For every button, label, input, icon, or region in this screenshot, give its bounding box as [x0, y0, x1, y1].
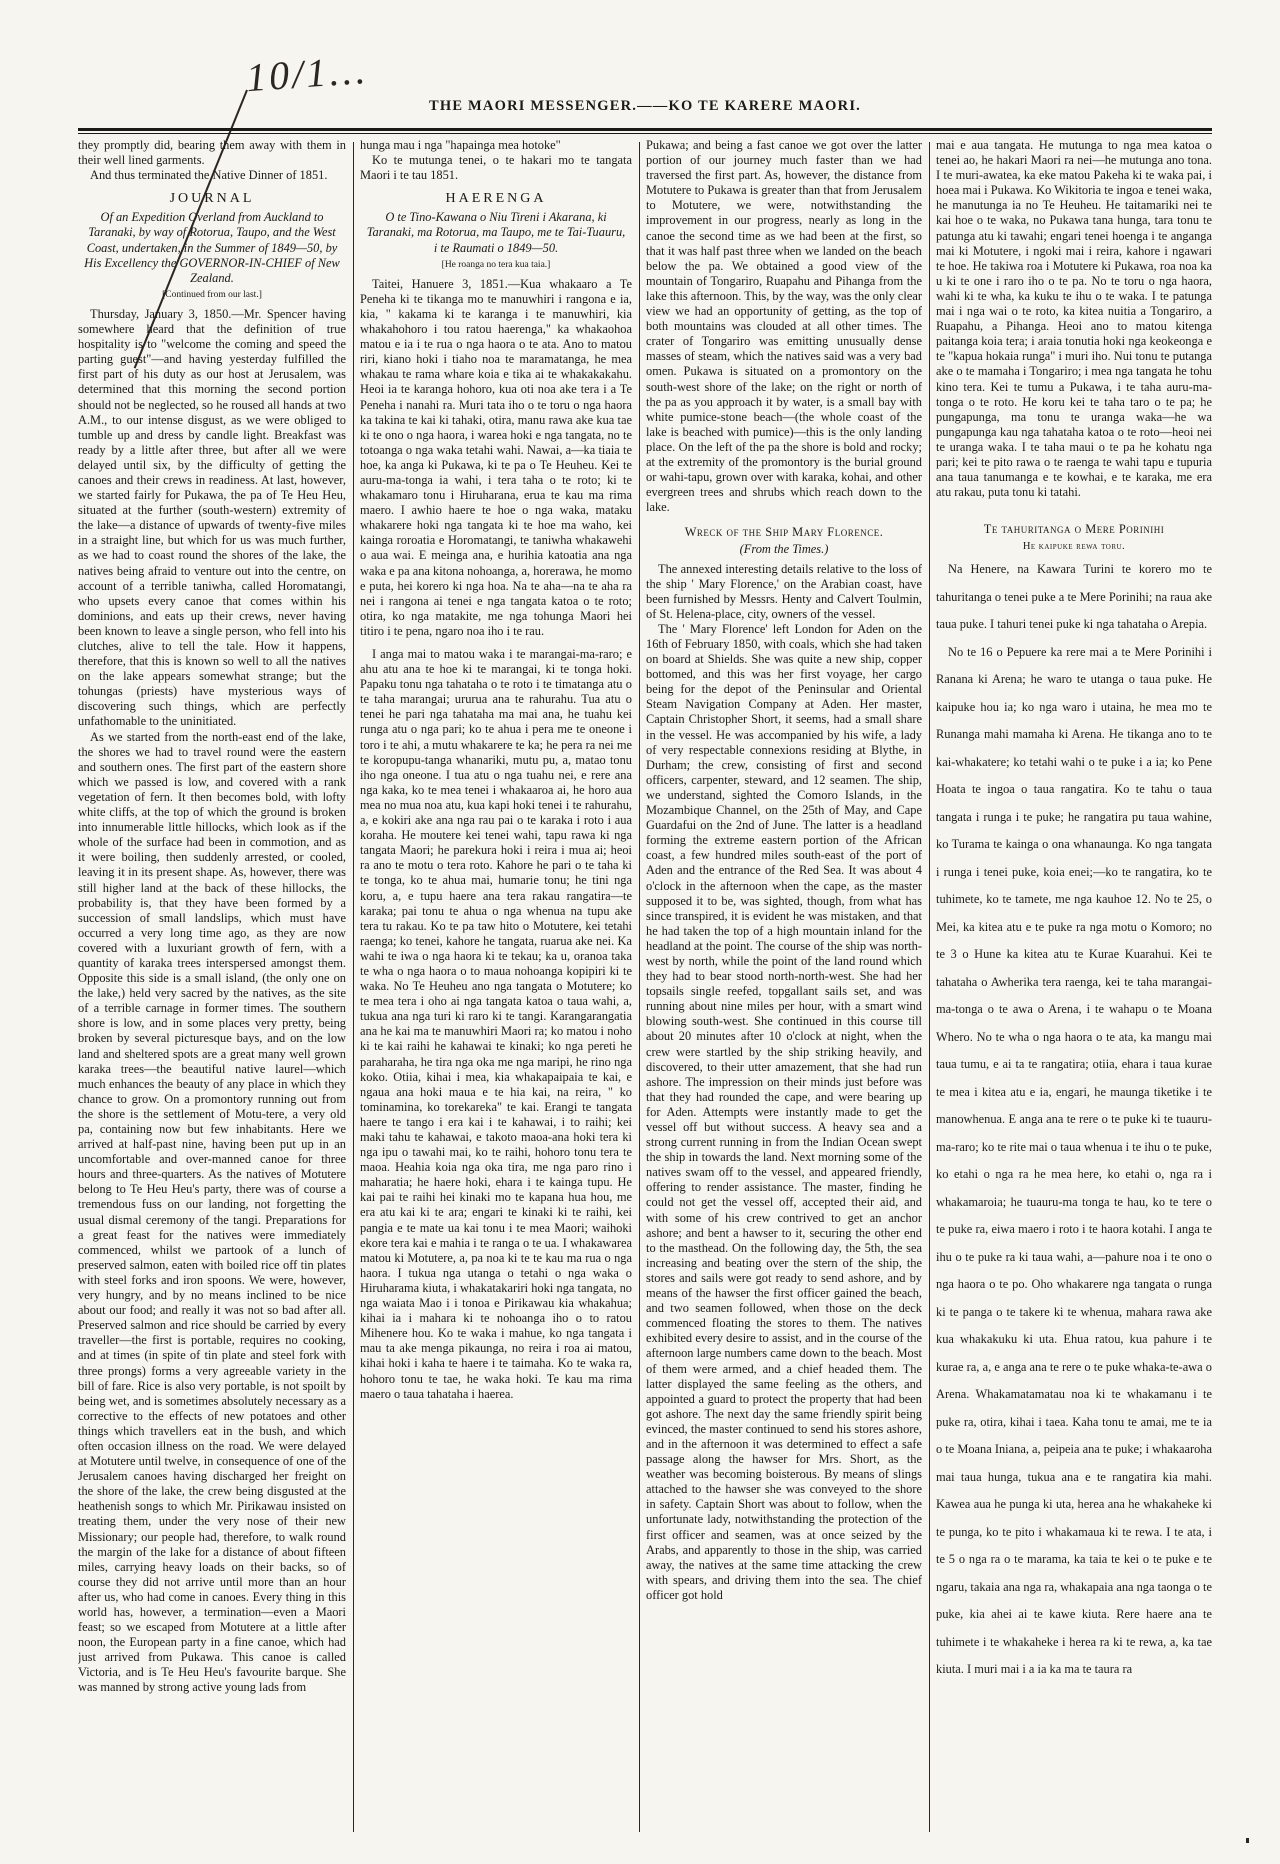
paragraph: The annexed interesting details relative to the loss of the ship ' Mary Florence,' on the Arabian coast, have been furnished by Messrs. Henty and Calvert Toulmin, of St. Helena-place, city, owners of the vessel.	[646, 561, 922, 621]
article-heading: JOURNAL	[169, 191, 255, 207]
masthead-rule-thin	[78, 133, 1212, 134]
continued-note: [Continued from our last.]	[162, 289, 262, 300]
article-subheading: O te Tino-Kawana o Niu Tireni i Akarana, ki Taranaki, ma Rotorua, ma Taupo, me te Tai-Tuauru, i te Raumati o 1849—50.	[366, 210, 626, 255]
paragraph: Pukawa; and being a fast canoe we got over the latter portion of our journey much faster than we had traversed the first part. As, however, the distance from Motutere to Pukawa is greater than that from Jerusalem to Motutere, we were, notwithstanding the improvement in our progress, nearly as long in the canoe the second time as we had been at the first, so that it was half past three when we landed on the beach below the pa. We obtained a good view of the mountain of Tongariro, Ruapahu and Pihanga from the lake this afternoon. This, by the way, was the only clear view we had an opportunity of getting, as the top of both mountains was clouded at all other times. The crater of Tongariro was emitting unusually dense masses of steam, which the natives said was a very bad omen. Pukawa is situated on a promontory on the south-west shore of the lake; on the right or north of the pa as you approach it by water, is a small bay with white pumice-stone beach—(the whole coast of the lake is beached with pumice)—this is the only landing place. On the left of the pa the shore is bold and rocky; at the extremity of the promontory is the burial ground or wahi-tapu, grown over with karaka, kohai, and other evergreen trees and shrubs which reach down to the lake.	[646, 138, 922, 515]
paragraph: mai e aua tangata. He mutunga to nga mea katoa o tenei ao, he hakari Maori ra nei—he mutunga ano tona. I te muri-awatea, ka eke matou Pakeha ki te waka pai, i hoea mai i Pukawa. Ko Wikitoria te ingoa e tenei waka, he manutunga ia no Te Heuheu. He taitamariki nei te kai hoe o te waka, no Pukawa tana hunga, tara tonu te patunga atu ki tawahi; engari tenei hoenga i te anganga mai ki Motutere, i ngoki mai i reira, kahore i ngawari te hoe. He takiwa roa i Motutere ki Pukawa, roa noa ka u ki te one i raro iho o te pa. No te toru o nga haora, wahi ki te wha, ka kuku te ihu o te waka. I te patunga mai i nga wai o te roto, ka kitea nuitia a Tongariro, a Ruapahu, a Pihanga. Heoi ano to matou kitenga paitanga koia tera; i araia tonutia hoki nga keokeonga e te "kapua hokaia runga" i muri iho. Nui tonu te putanga ake o te mamaha i Tongariro; i mea nga tangata he tohu kino tera. Kei te tumu a Pukawa, i te taha auru-ma-tonga o te roto. He koru kei te taha taro o te pa; he pungapunga, ma tonu te uranga waka—he wa pungapunga kau nga tahataha katoa o te roto—heoi nei te uranga waka. I te taha maui o te pa he kohatu nga pari; kei te pito rawa o te raenga te wahi tapu e tupuria ana taua tanumanga e te kowhai, e te karaka, me era atu rakau, puta tonu ki tatahi.	[936, 138, 1212, 500]
masthead-rule-thick	[78, 128, 1212, 131]
print-mark	[1246, 1838, 1249, 1843]
paragraph: they promptly did, bearing them away with them in their well lined garments.	[78, 138, 346, 168]
handwritten-annotation: 10/1...	[244, 46, 370, 101]
paragraph: No te 16 o Pepuere ka rere mai a te Mere Porinihi i Ranana ki Arena; he waro te utanga o taua puke. He kaipuke hou ia; ko nga waro i utaina, he mea mo te Runanga mahi mamaha ki Arena. He tikanga ano to te kai-whakatere; ko tetahi wahi o te puke i a ia; ko Pene Hoata te ingoa o taua rangatira. Ko te tahu o taua tangata i runga i te puke; he rangatira pu taua wahine, ko Turama te kainga o ona whanaunga. Ko nga tangata i runga i tenei puke, koia enei;—ko te rangatira, ko te tuhimete, ko te tamete, me nga kauhoe 12. No te 25, o Mei, ka kitea atu e te puke ra nga motu o Komoro; no te 3 o Hune ka kitea atu te Kurae Kuarahui. Kei te tahataha o Awherika tera raenga, kei te taha marangai-ma-tonga o te awa o Arena, i te wahapu o te Moana Whero. No te wha o nga haora o te ata, ka mangu mai taua tumu, e ai ta te rangatira; otiia, ehara i taua kurae te mea i kitea atu e ia, engari, he maunga tiketike i te manowhenua. E anga ana te rere o te puke ki te tuauru-ma-raro; ko te rite mai o taua whenua i te ihu o te puke, ko etahi o nga ra he mea here, ko etahi o, nga ra i whakamaroia; he tuauru-ma tonga te hau, ko te tere o te puke ra, eiwa maero i roto i te haora kotahi. I anga te ihu o te puke ra ki taua wahi, a—pahure noa i te ono o nga haora o te po. Oho whakarere nga tangata o runga ki te panga o te takere ki te whenua, mahara rawa ake kua whakakuku ki uta. Ehua ratou, kua pahure i te kurae ra, a, e anga ana te rere o te puke whaka-te-awa o Arena. Whakamatamatau noa ki te whakamanu i te puke ra, otira, kihai i taea. Kaha tonu te amai, me te ia o te Moana Iniana, a, peipeia ana te puke; i whakaaroha mai taua hunga, tukua ana e te rangatira kia mahi. Kawea aua he punga ki uta, herea ana he whakaheke ki te punga, ko te pito i whakamaua ki te rewa. I te ata, i te 5 o nga ra o te marama, ka taia te kei o te puke e te ngaru, takaia ana nga ra, whakapaia ana nga taonga o te puke, kia ahei ai te kawe kiuta. Rere haere ana te tuhimete i te whakaheke i herea ra ki te rewa, a, ka tae kiuta. I muri mai i a ia ka ma te taura ra	[936, 644, 1212, 1677]
paragraph: Thursday, January 3, 1850.—Mr. Spencer having somewhere heard that the definition of true hospitality is to "welcome the coming and speed the parting guest"—and having yesterday fulfilled the first part of his duty as our host at Jerusalem, was determined that this morning the second portion should not be neglected, so he roused all hands at two A.M., to our intense disgust, as we were obliged to tumble up and dress by candle light. Breakfast was ready by a little after three, but after all we were delayed until six, by the difficulty of getting the canoes and their crews in readiness. At last, however, we started fairly for Pukawa, the pa of Te Heu Heu, situated at the further (south-western) extremity of the lake—a distance of upwards of twenty-five miles in a straight line, but which for us was much further, as we had to coast round the shores of the lake, the natives being afraid to venture out into the centre, on account of a terrible taniwha, called Horomatangi, who upsets every canoe that comes within his dominions, and eats up their crews, never having been known to leave a single person, who fell into his clutches, alive to tell the tale. How it happens, therefore, that this is known so well to all the natives on the lake appears somewhat strange; but the tohungas (priests) have mysterious ways of discovering such things, which are perfectly unfathomable to the uninitiated.	[78, 306, 346, 729]
paragraph: And thus terminated the Native Dinner of 1851.	[90, 168, 328, 183]
column-english-wreck	[646, 138, 922, 1838]
column-english-journal	[78, 138, 346, 1838]
masthead	[78, 86, 1212, 126]
column-divider	[929, 142, 930, 1832]
article-source: (From the Times.)	[739, 542, 829, 557]
paragraph: The ' Mary Florence' left London for Aden on the 16th of February 1850, with coals, which she had taken on board at Shields. She was quite a new ship, copper bottomed, and this was her first voyage, her cargo being for the depot of the Peninsular and Oriental Steam Navigation Company at Aden. Her master, Captain Christopher Short, it seems, had a small share in the vessel. He was accompanied by his wife, a lady of very respectable connexions residing at Blythe, in Durham; the crew, consisting of first and second officers, carpenter, steward, and 12 seamen. The ship, we understand, sighted the Comoro Islands, in the Mozambique Channel, on the 25th of May, and Cape Guardafui on the 2nd of June. The latter is a headland forming the extreme eastern portion of the African coast, a few hundred miles south-east of the port of Aden and the entrance of the Red Sea. It was about 4 o'clock in the afternoon when the cape, as the master supposed it to be, was sighted, though, from what has since transpired, it is evident he was mistaken, and that he had taken the top of a high mountain inland for the headland at the point. The course of the ship was north-west by north, while the point of the land round which they had to bear stood north-north-west. She had her topsails single reefed, topgallant sails set, and was running about nine miles per hour, with a smart wind blowing south-west. She continued in this course till about 20 minutes after 10 o'clock at night, when the crew were startled by the ship striking heavily, and discovered, to their utter amazement, that she had run ashore. The impression on their minds just before was that they had rounded the cape, and were bearing up for Aden. Attempts were instantly made to get the vessel off but without success. A heavy sea and a strong current running in from the Indian Ocean swept the ship in towards the land. Next morning some of the natives swam off to the vessel, and appeared friendly, offering to render assistance. The master, finding he could not get the vessel off, accepted their aid, and with some of his crew contrived to get an anchor ashore; and bent a hawser to it, securing the other end to the masthead. On the following day, the 5th, the sea increasing and beating over the stern of the ship, the stores and sails were got ready to send ashore, and by means of the hawser the first officer gained the beach, and two seamen followed, when those on the deck commenced floating the stores to them. The natives exhibited every desire to assist, and in the course of the afternoon large numbers came down to the beach. Most of them were armed, and a chief headed them. The latter displayed the same feeling as the others, and appointed a guard to protect the property that had been got ashore. The next day the same friendly spirit being evinced, the master continued to send his stores ashore, and in the afternoon it was determined to effect a safe passage along the hawser for Mrs. Short, as the weather was becoming boisterous. By means of slings attached to the hawser she was conveyed to the shore in safety. Captain Short was about to follow, when the unfortunate lady, notwithstanding the protection of the first officer and seamen, was at once seized by the Arabs, and apparently to those in the ship, was carried away, the natives at the same time attacking the crew with spears, and driving them into the sea. The chief officer got hold	[646, 621, 922, 1602]
columns	[78, 138, 1212, 1838]
article-heading: Wreck of the Ship Mary Florence.	[684, 525, 884, 540]
continued-note: [He roanga no tera kua taia.]	[441, 259, 551, 270]
column-maori-journal	[360, 138, 632, 1838]
article-heading: HAERENGA	[445, 191, 547, 207]
paragraph: hunga mau i nga "hapainga mea hotoke"	[360, 138, 561, 152]
paragraph: Taitei, Hanuere 3, 1851.—Kua whakaaro a Te Peneha ki te tikanga mo te manuwhiri i rangona e ia, kia, " kakama ki te karanga i te manuwhiri, kia whakahohoro i tou ratou haerenga," ka whakaohoa matou e ia i te rua o nga haora o te ata. Ano to matou riri, kiano hoki i tiaho noa te maramatanga, he mea whakau te rama whare koia e tika ai te whakakakahu. Heoi ia te karanga hohoro, kua oti noa ake tera i a Te Peneha i nanahi ra. Muri tata iho o te toru o nga haora ka takina te kai ki tahaki, otira, manu rawa ake kua tae ki te ono o nga haora, i warea hoki e nga tangata, no te totoanga o nga waka tetahi wahi. Nawai, a—ka tiaia te hoe, ka anga ki Pukawa, ki te pa o Te Heuheu. Kei te auru-ma-tonga ia wahi, i tera taha o te roto; ki te whakamaro tonu i Hiruharana, erua te kau ma rima maero. I awhio haere te hoe o nga waka, mataku whakarere hoki nga tangata ki te hoe ma waho, kei kainga roroatia e Horomatangi, te taniwha whakawehi o aua wai. E meinga ana, e hurihia katoatia ana nga waka e pa ana kitona nohoanga, a, horerawa, he momo e puta, hei korero ki nga hoa. Na te aha—na te aha ra nei i rangona ai tenei e nga tangata katoa o te roto; otira, ko nga matakite, me nga tohunga Maori hei titiro i te pena, ngaro noa iho i te rau.	[360, 276, 632, 638]
article-subheading: Of an Expedition Overland from Auckland to Taranaki, by way of Rotorua, Taupo, and the West Coast, undertaken, in the Summer of 1849—50, by His Excellency the GOVERNOR-IN-CHIEF of New Zealand.	[84, 210, 340, 285]
page-title: THE MAORI MESSENGER.——KO TE KARERE MAORI.	[428, 98, 862, 114]
paragraph: Na Henere, na Kawara Turini te korero mo te tahuritanga o tenei puke a te Mere Porinihi; na raua ake taua puke. I tahuri tenei puke ki nga tahataha o Arepia.	[936, 562, 1212, 632]
article-heading: Te tahuritanga o Mere Porinihi	[983, 522, 1165, 537]
column-maori-wreck	[936, 138, 1212, 1838]
article-subheading: He kaipuke rewa toru.	[1022, 541, 1126, 553]
paragraph: As we started from the north-east end of the lake, the shores we had to travel round were the eastern and southern ones. The first part of the eastern shore which we passed is low, and covered with a rank vegetation of fern. It then becomes bold, with lofty white cliffs, at the top of which the ground is broken into innumerable little hillocks, which look as if the whole of the surface had been in commotion, and as it were boiling, then suddenly arrested, or cooled, leaving it in its present shape. As, however, there was still higher land at the back of these hillocks, the probability is, that they have been formed by a succession of small landslips, which must have occurred a very long time ago, as they are now covered with a luxuriant growth of fern, with a quantity of karaka trees interspersed amongst them. Opposite this side is a small island, (the only one on the lake,) held very sacred by the natives, as the site of a terrible carnage in former times. The southern shore is low, and in some places very pretty, being broken by several picturesque bays, and on the low land and sheltered spots are a great many well grown karaka trees—the beautiful native laurel—which much enhances the beauty of any place in which they chance to grow. On a promontory running out from the shore is the settlement of Motu-tere, a very old pa, containing now but few inhabitants. Here we arrived at half-past nine, having been put up in an uncomfortable and over-manned canoe for three hours and three-quarters. As the natives of Motutere belong to Te Heu Heu's party, there was of course a tremendous fuss on our landing, not forgetting the usual dismal ceremony of the tangi. Preparations for a great feast for the natives were immediately commenced, whilst we partook of a lunch of preserved salmon, eaten with boiled rice off tin plates with steel forks and iron spoons. We were, however, very hungry, and by no means inclined to be nice about our food; and really it was not so bad after all. Preserved salmon and rice should be carried by every traveller—the first is portable, requires no cooking, and at times (in spite of tin plate and steel fork with three prongs) forms a very agreeable variety in the bill of fare. Rice is also very portable, is not spoilt by being wet, and is sometimes absolutely necessary as a corrective to the effects of new potatoes and other things which travellers eat in the bush, and which often occasion illness on the road. We were delayed at Motutere until twelve, in consequence of one of the Jerusalem canoes having discharged her freight on the shore of the lake, the crew being disgusted at the heathenish songs to which Mr. Pirikawau insisted on treating them, under the very nose of their new Missionary; our people had, therefore, to walk round the margin of the lake for a distance of about fifteen miles, carrying heavy loads on their backs, so of course they did not arrive until more than an hour after us, who had come in canoes. Every thing in this world has, however, a termination—even a Maori feast; so we escaped from Motutere at a little after noon, the European party in a fine canoe, which had just arrived from Pukawa. This canoe is called Victoria, and is Te Heu Heu's favourite barque. She was manned by strong active young lads from	[78, 729, 346, 1695]
paragraph: Ko te mutunga tenei, o te hakari mo te tangata Maori i te tau 1851.	[360, 153, 632, 183]
column-divider	[639, 142, 640, 1832]
newspaper-page	[78, 0, 1212, 1864]
column-divider	[353, 142, 354, 1832]
paragraph: I anga mai to matou waka i te marangai-ma-raro; e ahu atu ana te hoe ki te marangai, ki te tonga hoki. Papaku tonu nga tahataha o te roto i te timatanga atu o te taha marangai; ururua ana te rahurahu. Tua atu o tenei he pari nga tahataha ma mai ana, he tuahu kei runga atu o nga pari; ko te ahua i pera me te oneone i toro i te ahi, a mutu whakarere te ka; he pera ra nei me te koropupu-tanga whanariki, mutu pu, a, matao tonu iho nga oneone. I tua atu o nga tuahu nei, e rere ana nga kaka, ko te mea tenei i whakaaroa ai, he horo aua mea no mua noa atu, kua kapi hoki tenei i te rahurahu, a, e kokiri ake ana nga rau pai o te karaka i roto i aua koraha. He moutere kei tenei wahi, tapu rawa ki nga tangata Maori; he parekura hoki i reira i mua ai; heoi ra ano te motu o tera roto. Kahore he pari o te taha ki te tonga, ko te ahua mai, humarie tonu; he tini nga koru, a, e tupu haere ana tera rakau rangatira—te karaka; pai tonu te ahua o nga whenua na tupu ake tera tu rakau. Ko te pa taw hito o Motutere, kei tetahi raenga; ko tenei, kahore he tangata, ruarua ake nei. Ka wahi te iwa o nga haora ki te tekau; ka u, oranoa taka te wha o nga haora o to maua nohoanga kopipiri ki te waka. No Te Heuheu ano nga tangata o Motutere; ko te mea tera i oho ai nga tangata katoa o taua wahi, a, tukua ana nga turi ki raro ki te tangi. Karangarangatia ana he kai ma te manuwhiri Maori ra; ko matou i noho ki te kai raihi he kahawai te kinaki; ko nga pereti he paraharaha, he tira nga oka me nga maripi, he rino nga koko. Otiia, kihai i mea, kia whakapaipaia te kai, e ngaua ana hoki maua e te hia kai, na reira, " ko tominamina, ko torekareka" te kai. Erangi te tangata haere te tango i era kai i te kahawai, i to raihi; kei maki tahu te kahawai, e takoto maoa-ana hoki tera ki nga ipu o tawahi mai, ko te raihi, hohoro tonu tera te maoa. Heahia koia nga oka tira, me nga paro rino i maharatia; he haere hoki, ehara i te kainga tupu. He kai pai te raihi hei kinaki mo te kapana hua hou, me era atu kai ki te ara; engari te kinaki ki te raihi, kei pangia e te mate ua kai tonu i te mea Maori; waihoki ekore tera kai e mahia i te ranga o te ua. I whakawarea matou ki Motutere, a, pa noa ki te te kau ma rua o nga haora. I tukua nga utanga o tetahi o nga waka o Hiruharama kiuta, i whakatakariri hoki nga tangata, no nga waiata Mao i i tonoa e Pirikawau kia whakahua; kihai ia i mahara ki te nohoanga iho o to ratou Mihenere hou. Ko te waka i mahue, ko nga tangata i mau ta ake menga pikaunga, no reira i roa ai matou, kihai hoki i kaha te haere i te taimaha. Ko te waka ra, hohoro tonu te tae, he waka hoki. Te kau ma rima maero o taua tahataha i haerea.	[360, 647, 632, 1401]
